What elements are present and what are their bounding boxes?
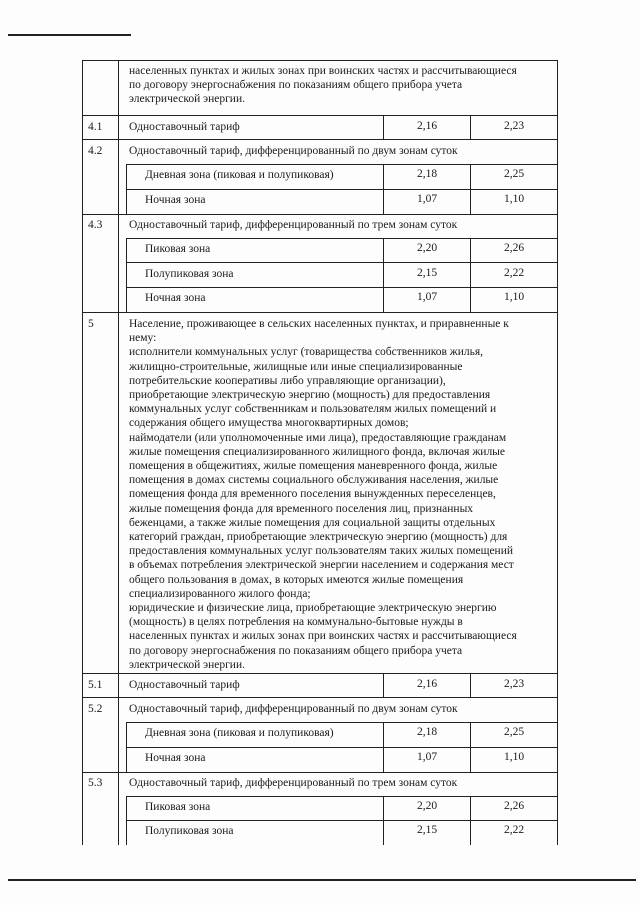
- text-line: исполнители коммунальных услуг (товарищества собственников жилья,: [129, 346, 484, 359]
- row-label: Дневная зона (пиковая и полупиковая): [145, 169, 334, 181]
- text-line: жилые помещения специализированного жилищного фонда, включая жилые: [129, 445, 506, 458]
- text-line: в объемах потребления электрической энергии населением и содержания мест: [129, 559, 514, 572]
- header-text: [129, 64, 555, 107]
- value-cell: 2,18: [416, 168, 438, 180]
- row-number: 4.3: [88, 219, 103, 231]
- row-number: 4.1: [88, 121, 103, 133]
- row-label: Пиковая зона: [145, 801, 211, 813]
- row-label: Дневная зона (пиковая и полупиковая): [145, 727, 334, 739]
- row-label: Одноставочный тариф, дифференцированный по трем зонам суток: [129, 777, 458, 789]
- text-line: категорий граждан, приобретающие электрическую энергию (мощность) для: [129, 531, 508, 544]
- row-label: Ночная зона: [145, 194, 206, 206]
- row-label: Одноставочный тариф: [129, 679, 240, 691]
- text-line: наймодатели (или уполномоченные ими лица), предоставляющие гражданам: [129, 431, 507, 444]
- top-rule: [8, 34, 131, 36]
- value-cell: 2,22: [503, 824, 525, 836]
- value-cell: 1,10: [503, 193, 525, 205]
- text-line: жилые помещения фонда для временного поселения лиц, признанных: [129, 502, 474, 515]
- text-line: специализированного жилого фонда;: [129, 587, 311, 600]
- text-line: помещения в домах системы социального обслуживания населения, жилые: [129, 474, 499, 487]
- text-line: беженцами, а также жилые помещения для социальной защиты отдельных: [129, 516, 496, 529]
- row-number: 5: [88, 318, 94, 330]
- row-label: Одноставочный тариф: [129, 121, 240, 133]
- text-line: Население, проживающее в сельских населенных пунктах, и приравненные к: [129, 318, 509, 330]
- text-line: потребительские кооперативы либо управляющие организации),: [129, 374, 446, 387]
- text-line: приобретающие электрическую энергию (мощность) для предоставления: [129, 389, 491, 402]
- value-cell: 1,07: [416, 193, 438, 205]
- value-cell: 2,25: [503, 726, 525, 738]
- text-line: помещения в общежитиях, жилые помещения маневренного фонда, жилые: [129, 460, 498, 473]
- value-cell: 2,15: [416, 824, 438, 836]
- text-line: жилищно-строительные, жилищные или иные специализированные: [129, 360, 463, 373]
- text-line: по договору энергоснабжения по показаниям общего прибора учета: [129, 644, 463, 657]
- row-number: 4.2: [88, 145, 103, 157]
- text-line: коммунальных услуг собственникам и пользователям жилых помещений и: [129, 403, 497, 416]
- header-line: по договору энергоснабжения по показаниям общего прибора учета: [129, 79, 463, 92]
- text-line: населенных пунктах и жилых зонах при воинских частях и рассчитывающиеся: [129, 630, 517, 643]
- value-cell: 2,26: [503, 800, 525, 812]
- row-label: Одноставочный тариф, дифференцированный по двум зонам суток: [129, 145, 458, 157]
- value-cell: 2,23: [503, 120, 525, 132]
- text-line: предоставления коммунальных услуг пользователям таких жилых помещений: [129, 545, 514, 558]
- value-cell: 2,16: [416, 678, 438, 690]
- value-cell: 2,25: [503, 168, 525, 180]
- row-label: Полупиковая зона: [145, 825, 234, 837]
- text-line: электрической энергии.: [129, 658, 245, 671]
- value-cell: 1,07: [416, 751, 438, 763]
- value-cell: 2,16: [416, 120, 438, 132]
- row-label: Ночная зона: [145, 292, 206, 304]
- row-label: Полупиковая зона: [145, 268, 234, 280]
- value-cell: 2,20: [416, 800, 438, 812]
- number-column-divider: [118, 60, 119, 845]
- value-cell: 2,18: [416, 726, 438, 738]
- header-line: электрической энергии.: [129, 93, 245, 106]
- header-line: населенных пунктах и жилых зонах при воинских частях и рассчитывающиеся: [129, 65, 517, 77]
- row-number: 5.3: [88, 777, 103, 789]
- value-cell: 1,07: [416, 291, 438, 303]
- bottom-rule: [8, 879, 636, 881]
- text-line: помещения фонда для временного поселения вынужденных переселенцев,: [129, 488, 496, 501]
- value-cell: 2,22: [503, 267, 525, 279]
- row-label: Пиковая зона: [145, 243, 211, 255]
- row-number: 5.2: [88, 703, 103, 715]
- text-line: общего пользования в домах, в которых имеются жилые помещения: [129, 573, 464, 586]
- value-cell: 1,10: [503, 291, 525, 303]
- text-line: нему:: [129, 332, 157, 345]
- value-cell: 2,26: [503, 242, 525, 254]
- text-line: юридические и физические лица, приобретающие электрическую энергию: [129, 602, 497, 615]
- value-cell: 2,15: [416, 267, 438, 279]
- text-line: содержания общего имущества многоквартирных домов;: [129, 417, 409, 430]
- row-label: Одноставочный тариф, дифференцированный по двум зонам суток: [129, 703, 458, 715]
- value-cell: 2,23: [503, 678, 525, 690]
- value-cell: 2,20: [416, 242, 438, 254]
- row-label: Ночная зона: [145, 752, 206, 764]
- row-number: 5.1: [88, 679, 103, 691]
- section5-text: [129, 317, 555, 672]
- value-cell: 1,10: [503, 751, 525, 763]
- row-label: Одноставочный тариф, дифференцированный по трем зонам суток: [129, 219, 458, 231]
- text-line: (мощность) в целях потребления на коммунально-бытовые нужды в: [129, 616, 463, 629]
